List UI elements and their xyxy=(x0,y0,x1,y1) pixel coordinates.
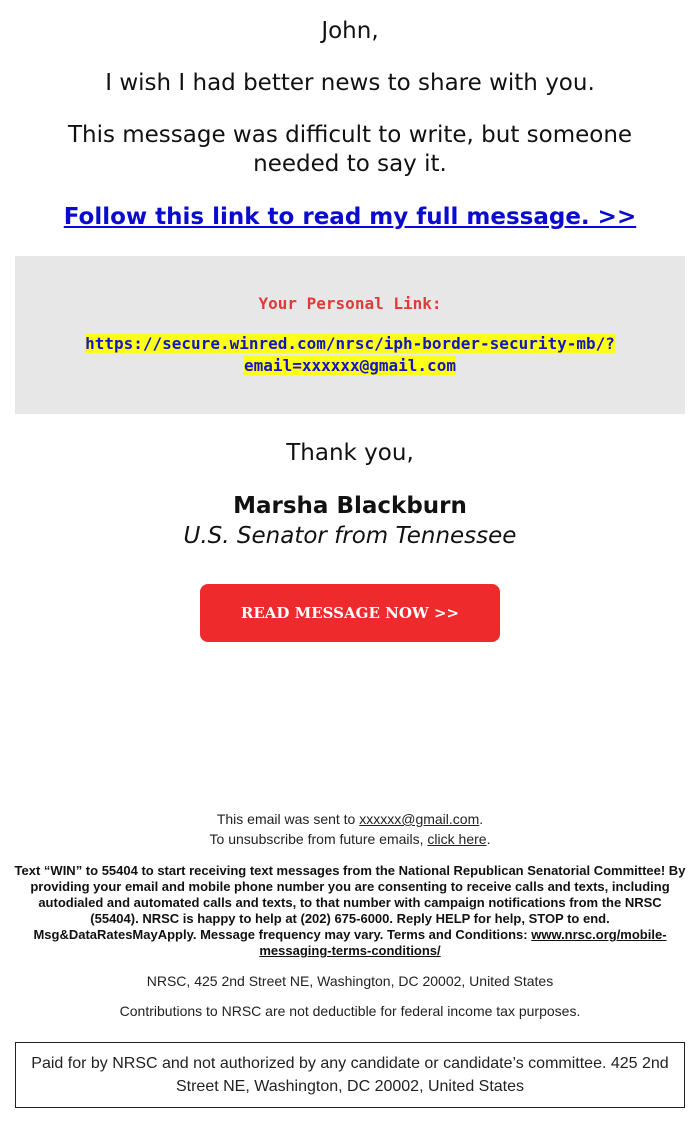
read-message-now-button[interactable]: READ MESSAGE NOW >> xyxy=(200,584,500,642)
footer-address: NRSC, 425 2nd Street NE, Washington, DC 20002, United States xyxy=(146,973,554,989)
paid-for-box xyxy=(15,1042,685,1108)
personal-link-box xyxy=(15,256,685,414)
message-line-2: This message was difficult to write, but someone needed to say it. xyxy=(67,122,633,177)
footer-unsub-prefix: To unsubscribe from future emails, xyxy=(209,831,428,847)
footer-sent-to xyxy=(0,810,700,828)
personal-link-url-container xyxy=(35,333,665,377)
signature-title: U.S. Senator from Tennessee xyxy=(183,523,517,549)
footer-contributions: Contributions to NRSC are not deductible for federal income tax purposes. xyxy=(119,1003,581,1019)
terms-conditions-link[interactable]: www.nrsc.org/mobile-messaging-terms-conditions/ xyxy=(259,927,667,958)
footer-text-program-body: Text “WIN” to 55404 to start receiving text messages from the National Republican Senatorial Committee! By providing your email and mobile phone number you are consenting to receive calls and texts, including autodialed and automated calls and texts, to that number with campaign notifications from the NRSC (55404). NRSC is happy to help at (202) 675-6000. Reply HELP for help, STOP to end. Msg&DataRatesMayApply. Message frequency may vary. Terms and Conditions: xyxy=(14,863,686,942)
message-line-1: I wish I had better news to share with you. xyxy=(105,70,595,96)
main-link-container xyxy=(0,202,700,232)
personal-link-label: Your Personal Link: xyxy=(258,294,442,313)
full-message-link[interactable]: Follow this link to read my full message. >> xyxy=(63,204,637,230)
paid-for-text: Paid for by NRSC and not authorized by any candidate or candidate’s committee. 425 2nd Street NE, Washington, DC 20002, United States xyxy=(31,1055,669,1095)
personal-link-url[interactable]: https://secure.winred.com/nrsc/iph-border-security-mb/?email=xxxxxx@gmail.com xyxy=(85,334,615,375)
footer-text-program xyxy=(14,863,686,959)
greeting: John, xyxy=(321,18,379,44)
footer-sent-prefix: This email was sent to xyxy=(216,811,360,827)
unsubscribe-link[interactable]: click here xyxy=(427,831,487,847)
footer-sent-suffix: . xyxy=(479,811,484,827)
footer-unsubscribe xyxy=(0,830,700,848)
signature-name: Marsha Blackburn xyxy=(233,493,467,519)
footer-email-link[interactable]: xxxxxx@gmail.com xyxy=(359,811,480,827)
footer-unsub-suffix: . xyxy=(486,831,491,847)
thank-you-text: Thank you, xyxy=(286,440,414,466)
